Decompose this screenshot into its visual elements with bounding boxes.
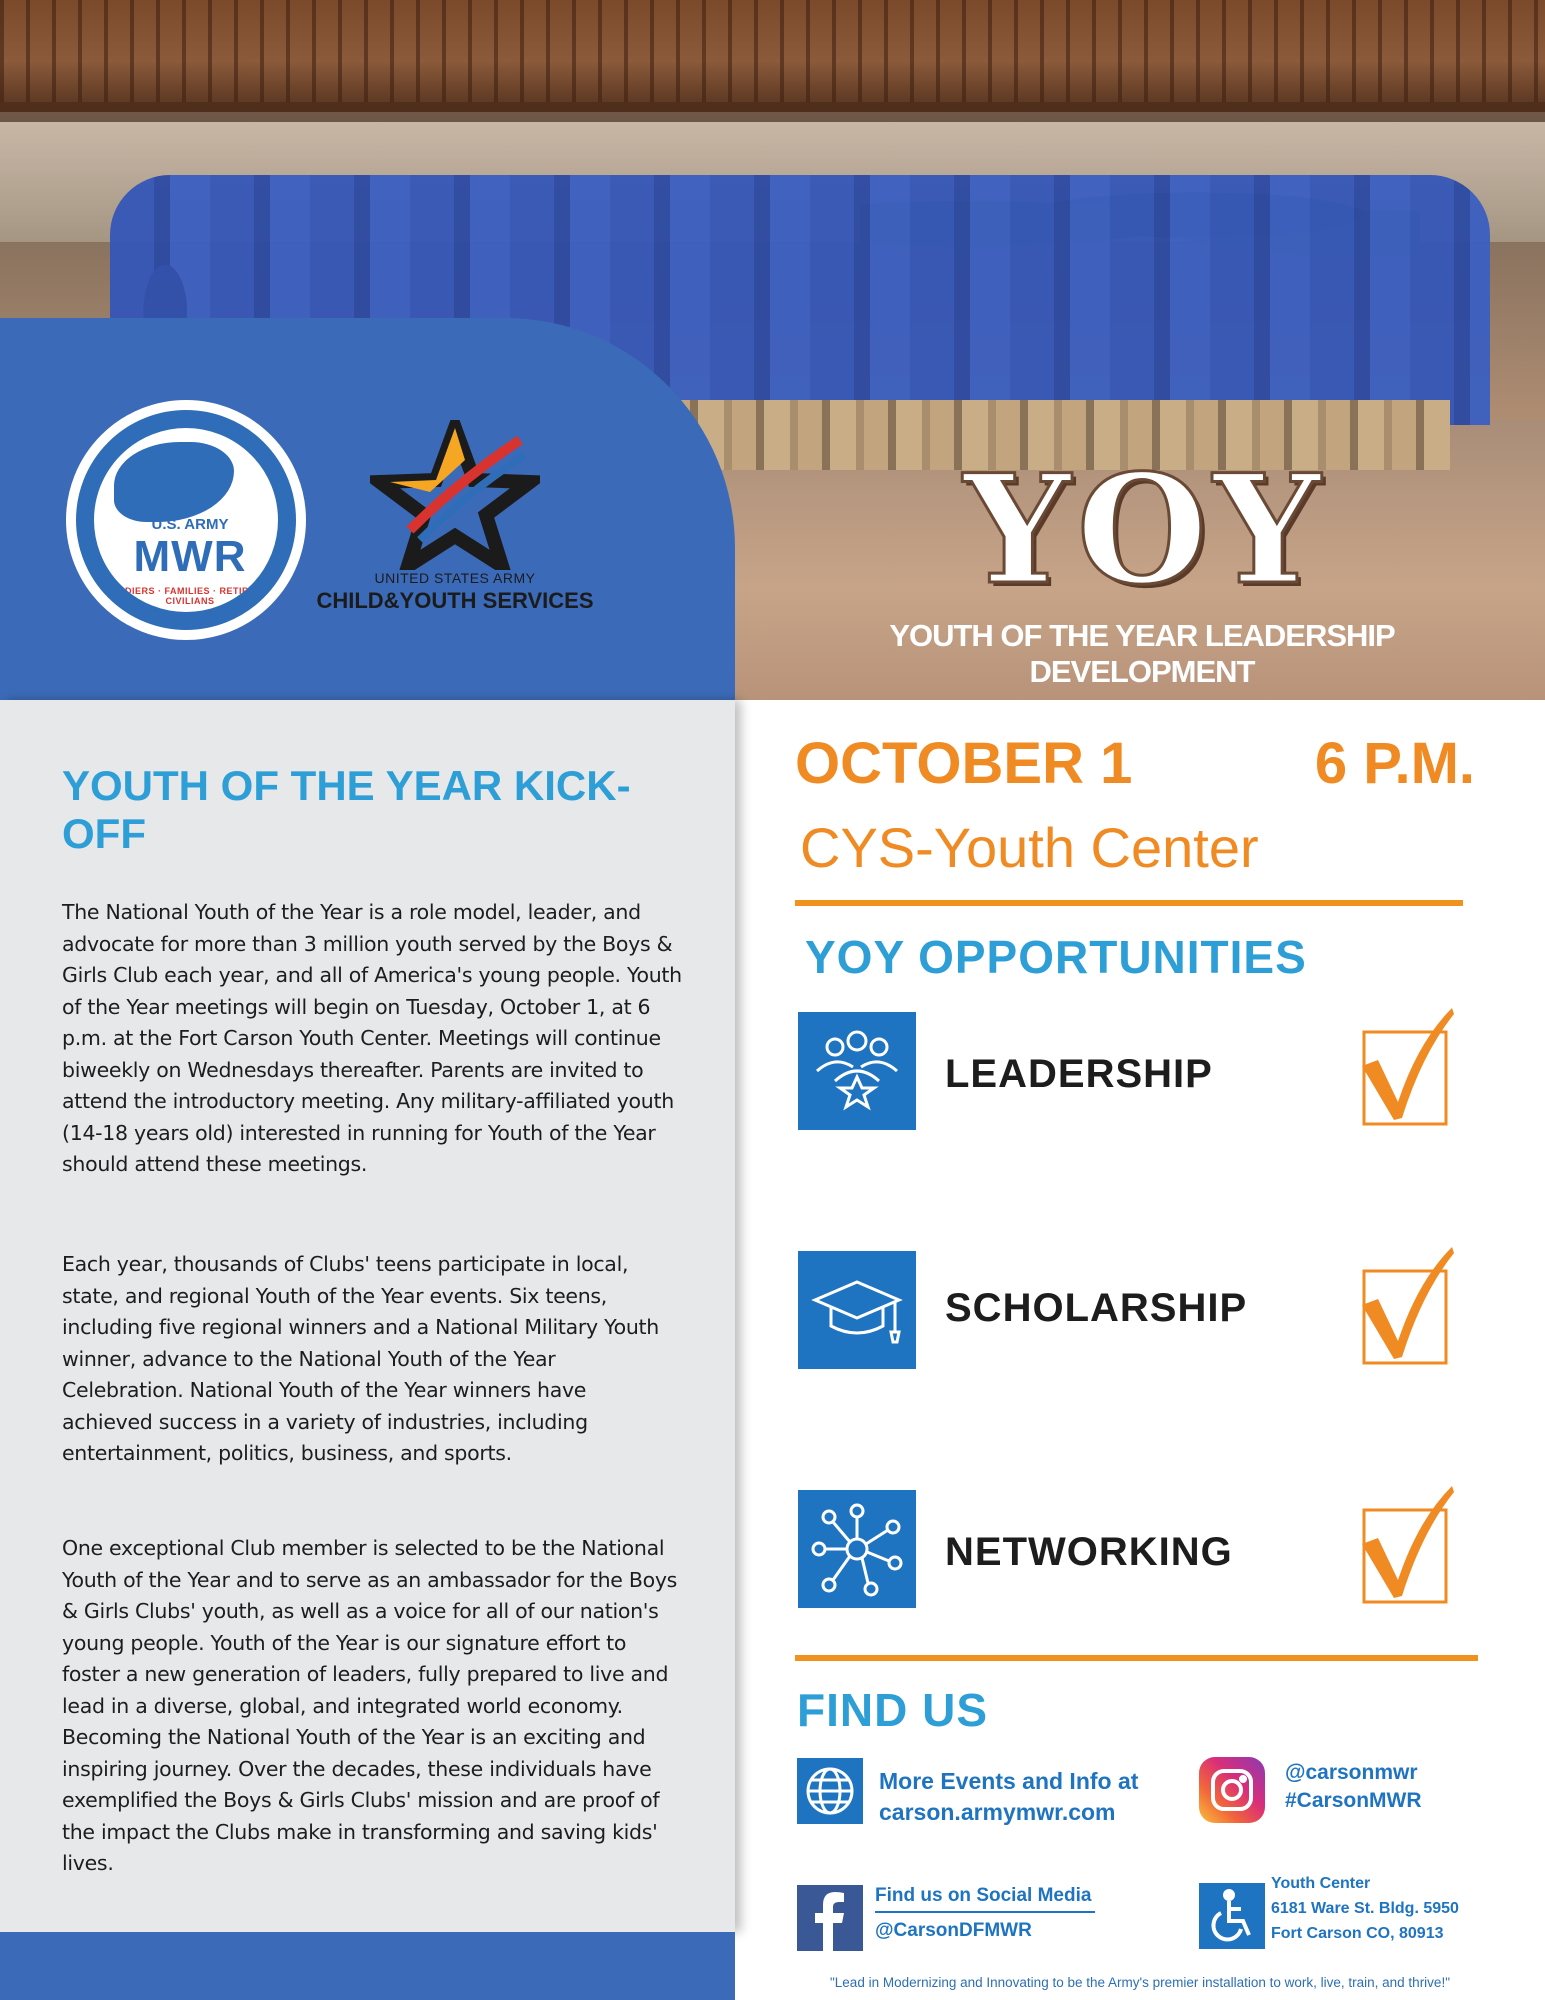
instagram-hashtag[interactable]: #CarsonMWR xyxy=(1285,1789,1422,1812)
opportunity-scholarship xyxy=(798,1251,1478,1381)
yoy-title: YOY xyxy=(963,442,1327,618)
website-label: More Events and Info at xyxy=(879,1768,1139,1794)
yoy-subtitle: YOUTH OF THE YEAR LEADERSHIP DEVELOPMENT xyxy=(889,618,1395,689)
instagram-handle[interactable]: @carsonmwr xyxy=(1285,1761,1418,1784)
facebook-handle[interactable]: @CarsonDFMWR xyxy=(875,1920,1032,1941)
cys-star-icon xyxy=(370,420,540,570)
divider xyxy=(795,1655,1478,1661)
opportunities-title: YOY OPPORTUNITIES xyxy=(805,931,1307,983)
address-line: Youth Center xyxy=(1271,1875,1371,1892)
mwr-logo-line1: U.S. ARMY xyxy=(151,516,229,533)
event-date: OCTOBER 1 xyxy=(795,731,1133,796)
cys-logo-line1: UNITED STATES ARMY xyxy=(374,570,536,586)
opportunity-label: SCHOLARSHIP xyxy=(945,1286,1248,1330)
mwr-logo-ring-text: SOLDIERS · FAMILIES · RETIREES · CIVILIANS xyxy=(104,586,275,606)
cys-logo xyxy=(290,420,620,620)
event-venue: CYS-Youth Center xyxy=(800,816,1259,879)
address-line: Fort Carson CO, 80913 xyxy=(1271,1925,1444,1942)
globe-icon xyxy=(797,1758,863,1824)
checkbox-checked-icon xyxy=(1356,1002,1456,1132)
globe-land-icon xyxy=(114,442,234,522)
cys-logo-line2: CHILD&YOUTH SERVICES xyxy=(316,588,594,613)
leadership-group-star-icon xyxy=(798,1012,916,1130)
event-time: 6 P.M. xyxy=(1314,731,1475,796)
checkbox-checked-icon xyxy=(1356,1480,1456,1610)
facebook-icon[interactable] xyxy=(797,1885,863,1951)
opportunity-label: NETWORKING xyxy=(945,1530,1233,1574)
divider xyxy=(795,900,1463,906)
left-footer-band xyxy=(0,1932,735,2000)
body-paragraph-2: Each year, thousands of Clubs' teens participate in local, state, and regional Youth of the Year events. Six teens, including five regional winners and a National Military Youth winner, advance to the National Youth of the Year Celebration. National Youth of the Year winners have achieved success in a variety of industries, including entertainment, politics, business, and sports. xyxy=(62,1252,659,1465)
opportunity-networking xyxy=(798,1490,1478,1620)
event-date-line xyxy=(795,730,1475,796)
mwr-logo-inner xyxy=(90,424,282,616)
checkbox-checked-icon xyxy=(1356,1241,1456,1371)
instagram-icon[interactable] xyxy=(1199,1757,1265,1823)
wheelchair-accessible-icon xyxy=(1199,1883,1265,1949)
footer-tagline: "Lead in Modernizing and Innovating to be the Army's premier installation to work, live, train, and thrive!" xyxy=(830,1975,1450,1990)
address-line: 6181 Ware St. Bldg. 5950 xyxy=(1271,1900,1459,1917)
opportunity-label: LEADERSHIP xyxy=(945,1052,1213,1096)
army-mwr-logo xyxy=(66,400,306,640)
website-link[interactable]: carson.armymwr.com xyxy=(879,1799,1116,1825)
find-us-title: FIND US xyxy=(797,1684,988,1736)
opportunity-leadership xyxy=(798,1012,1478,1142)
hero-bridge-railing xyxy=(0,0,1545,112)
facebook-label: Find us on Social Media xyxy=(875,1885,1095,1913)
kickoff-title: YOUTH OF THE YEAR KICK-OFF xyxy=(62,762,631,857)
graduation-cap-icon xyxy=(798,1251,916,1369)
body-paragraph-3: One exceptional Club member is selected to be the National Youth of the Year and to serve as an ambassador for the Boys & Girls Clubs' youth, as well as a voice for all of our nation's young people. Youth of the Year is our signature effort to foster a new generation of leaders, fully prepared to live and lead in a diverse, global, and integrated world economy. Becoming the National Youth of the Year is an exciting and inspiring journey. Over the decades, these individuals have exemplified the Boys & Girls Clubs' mission and are proof of the impact the Clubs make in transforming and saving kids' lives. xyxy=(62,1536,678,1875)
mwr-logo-line2: MWR xyxy=(133,532,247,581)
body-paragraph-1: The National Youth of the Year is a role model, leader, and advocate for more than 3 million youth served by the Boys & Girls Club each year, and all of America's young people. Youth of the Year meetings will begin on Tuesday, October 1, at 6 p.m. at the Fort Carson Youth Center. Meetings will continue biweekly on Wednesdays thereafter. Parents are invited to attend the introductory meeting. Any military-affiliated youth (14-18 years old) interested in running for Youth of the Year should attend these meetings. xyxy=(62,900,682,1176)
network-nodes-icon xyxy=(798,1490,916,1608)
